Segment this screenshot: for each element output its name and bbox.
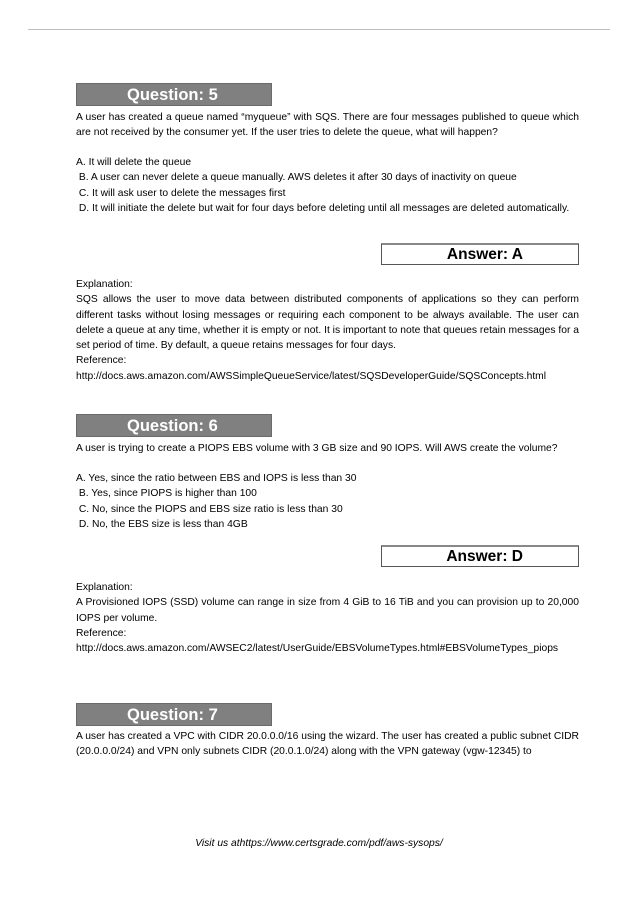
question-6-text: A user is trying to create a PIOPS EBS volume with 3 GB size and 90 IOPS. Will AWS create the volume? [76, 443, 558, 454]
q5-option-d: D. It will initiate the delete but wait for four days before deleting until all messages are deleted automatically. [76, 202, 570, 214]
top-rule [28, 29, 610, 30]
question-5-text: A user has created a queue named “myqueue” with SQS. There are four messages published to queue which are not received by the consumer yet. If the user tries to delete the queue, what will happen? [76, 112, 579, 139]
q5-explanation-label: Explanation: [76, 279, 133, 290]
q6-reference-label: Reference: [76, 627, 127, 639]
footer-visit-link[interactable]: Visit us athttps://www.certsgrade.com/pdf/aws-sysops/ [195, 838, 443, 849]
q6-reference-link[interactable]: http://docs.aws.amazon.com/AWSEC2/latest/UserGuide/EBSVolumeTypes.html#EBSVolumeTypes_piops [76, 643, 559, 655]
question-7-header: Question: 7 [76, 703, 272, 726]
question-6-header: Question: 6 [76, 414, 272, 437]
question-6-explanation-block [76, 580, 579, 656]
question-6-options [76, 471, 579, 532]
q6-explanation-label: Explanation: [76, 582, 133, 593]
q6-option-b: B. Yes, since PIOPS is higher than 100 [76, 488, 257, 500]
q6-option-d: D. No, the EBS size is less than 4GB [76, 518, 248, 530]
q5-reference-link[interactable]: http://docs.aws.amazon.com/AWSSimpleQueueService/latest/SQSDeveloperGuide/SQSConcepts.html [76, 370, 547, 382]
q5-option-a: A. It will delete the queue [76, 157, 192, 168]
q6-explanation: A Provisioned IOPS (SSD) volume can range in size from 4 GiB to 16 TiB and you can provision up to 20,000 IOPS per volume. [76, 597, 579, 624]
q5-option-c: C. It will ask user to delete the messages first [76, 187, 286, 199]
question-5-explanation-block [76, 277, 579, 384]
question-6-answer: Answer: D [381, 545, 579, 567]
q6-option-c: C. No, since the PIOPS and EBS size ratio is less than 30 [76, 503, 343, 515]
question-7-text: A user has created a VPC with CIDR 20.0.0.0/16 using the wizard. The user has created a public subnet CIDR (20.0.0.0/24) and VPN only subnets CIDR (20.0.1.0/24) along with the VPN gateway (vgw-12345) to [76, 731, 579, 758]
q5-option-b: B. A user can never delete a queue manually. AWS deletes it after 30 days of inactivity on queue [76, 172, 517, 184]
q5-reference-label: Reference: [76, 355, 127, 367]
q6-option-a: A. Yes, since the ratio between EBS and IOPS is less than 30 [76, 473, 357, 484]
q5-explanation: SQS allows the user to move data between distributed components of applications so they can perform different tasks without losing messages or requiring each component to be always available. The user can delete a queue at any time, whether it is empty or not. It is important to note that queues retain messages for a set period of time. By default, a queue retains messages for four days. [76, 294, 579, 352]
question-5-header: Question: 5 [76, 83, 272, 106]
question-5-options [76, 155, 579, 216]
question-5-answer: Answer: A [381, 243, 579, 265]
